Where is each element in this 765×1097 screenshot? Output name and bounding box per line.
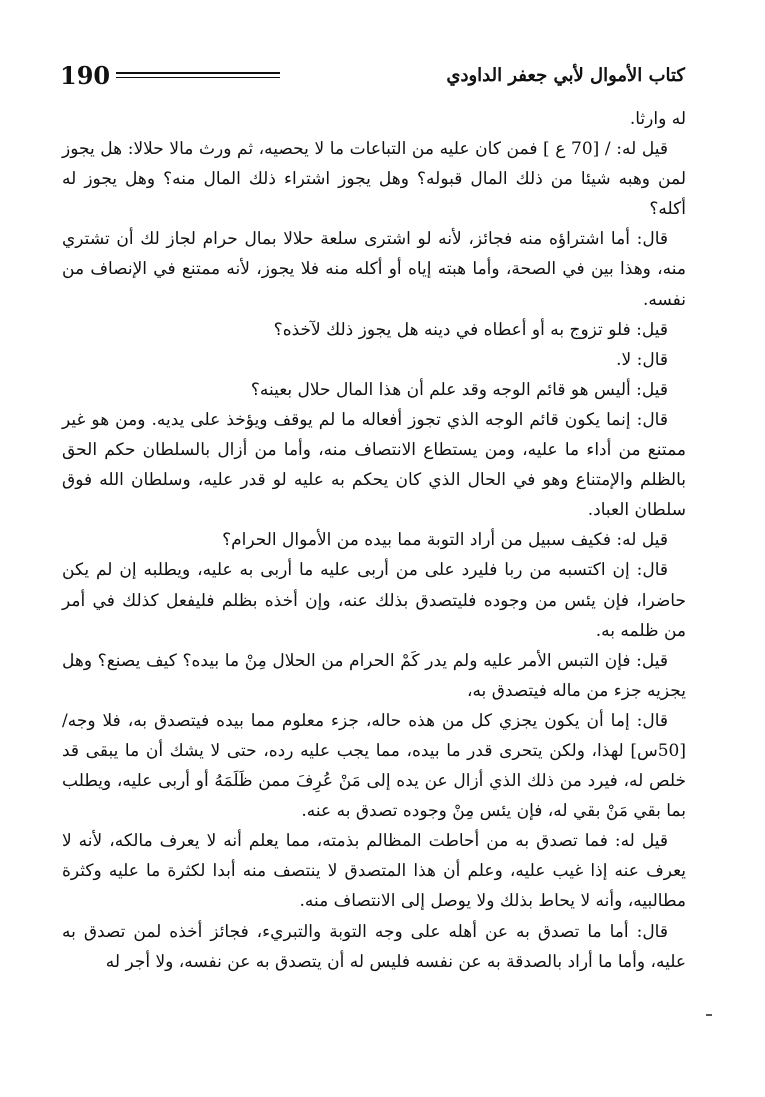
paragraph-6: قيل: أليس هو قائم الوجه وقد علم أن هذا المال حلال بعينه؟ bbox=[250, 379, 668, 400]
page-number: 190 bbox=[60, 61, 111, 90]
paragraph-5: قال: لا. bbox=[616, 349, 668, 370]
paragraph-11: قال: إما أن يكون يجزي كل من هذه حاله، جزء معلوم مما بيده فيتصدق به، فلا وجه/ [50س] لهذا، ولكن يتحرى قدر ما بيده، مما يجب عليه رده، حتى لا يشك أن ما يبقى قد خلص له، فيرد من ذلك الذي أزال عن يده إلى مَنْ عُرِفَ ممن ظَلَمَهُ أو أربى عليه، ويطلب بما بقي مَنْ بقي له، فإن يئس مِنْ وجوده تصدق به عنه. bbox=[62, 710, 686, 822]
paragraph-7: قال: إنما يكون قائم الوجه الذي تجوز أفعاله ما لم يوقف ويؤخذ على يديه. ومن هو غير ممتنع من أداء ما عليه، ومن يستطاع الانتصاف منه، وأما من أزال بالسلطان حكم الحق بالظلم والإمتناع وهو في الحال الذي كان يحكم به عليه لو قدر عليه، وسلطان الله فوق سلطان العباد. bbox=[62, 409, 686, 521]
paragraph-4: قيل: فلو تزوج به أو أعطاه في دينه هل يجوز ذلك لآخذه؟ bbox=[273, 319, 668, 340]
margin-mark bbox=[706, 1014, 712, 1016]
header-rule bbox=[116, 72, 280, 74]
paragraph-3: قال: أما اشتراؤه منه فجائز، لأنه لو اشترى سلعة حلالا بمال حرام لجاز لك أن تشتري منه، وهذا بين في الصحة، وأما هبته إياه أو أكله منه فلا يجوز، لأنه ممتنع في الإنصاف من نفسه. bbox=[62, 229, 686, 310]
paragraph-13: قال: أما ما تصدق به عن أهله على وجه التوبة والتبريء، فجائز أخذه لمن تصدق به عليه، وأما ما أراد بالصدقة به عن نفسه فليس له أن يتصدق به عن نفسه، ولا أجر له bbox=[62, 921, 686, 972]
header-rule-thin bbox=[116, 77, 280, 78]
paragraph-9: قال: إن اكتسبه من ربا فليرد على من أربى عليه ما أربى به عليه، ويطلبه إن لم يكن حاضرا، فإن يئس من وجوده فليتصدق بذلك عنه، وإن أخذه بظلم فليفعل كذلك في أمر من ظلمه به. bbox=[62, 560, 686, 641]
running-title: كتاب الأموال لأبي جعفر الداودي bbox=[446, 65, 685, 86]
paragraph-1: له وارثا. bbox=[629, 109, 686, 129]
paragraph-2: قيل له: / [70 ع ] فمن كان عليه من التباعات ما لا يحصيه، ثم ورث مالا حلالا: هل يجوز لمن وهبه شيئا من ذلك المال قبوله؟ وهل يجوز اشتراء ذلك المال منه؟ وهل يجوز له أكله؟ bbox=[62, 139, 686, 220]
page-header bbox=[60, 62, 685, 96]
paragraph-10: قيل: فإن التبس الأمر عليه ولم يدر كَمْ الحرام من الحلال مِنْ ما بيده؟ كيف يصنع؟ وهل يجزيه جزء من ماله فيتصدق به، bbox=[62, 650, 686, 701]
paragraph-8: قيل له: فكيف سبيل من أراد التوبة مما بيده من الأموال الحرام؟ bbox=[222, 530, 668, 551]
main-text bbox=[62, 104, 686, 977]
paragraph-12: قيل له: فما تصدق به من أحاطت المظالم بذمته، مما يعلم أنه لا يعرف مالكه، لأنه لا يعرف عنه إذا غيب عليه، وعلم أن هذا المتصدق لا ينتصف منه أبدا لكثرة ما عليه وكثرة مطالبيه، وأنه لا يحاط بذلك ولا يوصل إلى الانتصاف منه. bbox=[62, 831, 686, 912]
